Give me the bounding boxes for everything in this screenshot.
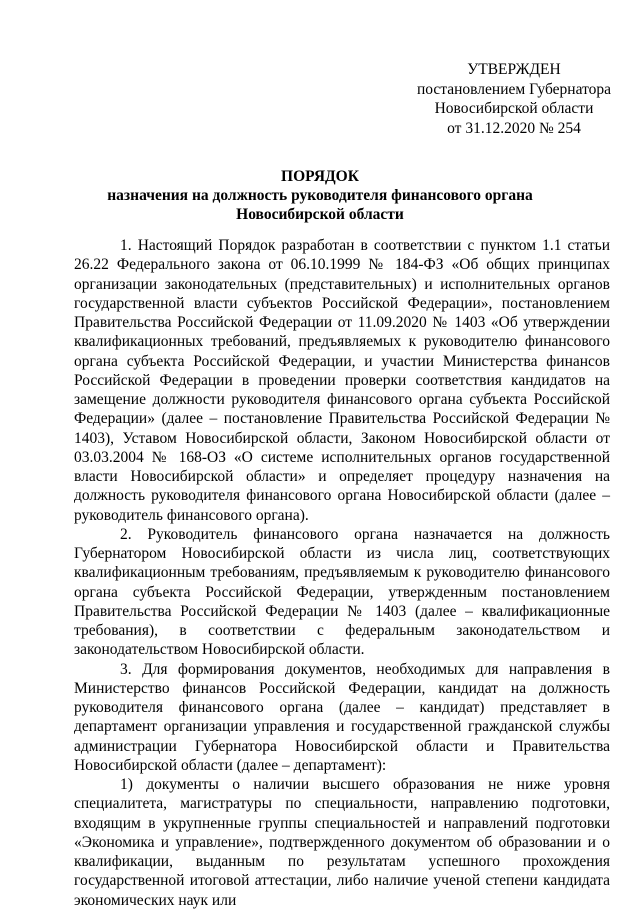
paragraph: 1. Настоящий Порядок разработан в соответствии с пунктом 1.1 статьи 26.22 Федерального закона от 06.10.1999 № 184-ФЗ «Об общих принципах организации законодательных (представительных) и исполнительных органов государственной власти субъектов Российской Федерации», постановлением Правительства Российской Федерации от 11.09.2020 № 1403 «Об утверждении квалификационных требований, предъявляемых к руководителю финансового органа субъекта Российской Федерации, и участии Министерства финансов Российской Федерации в проведении проверки соответствия кандидатов на замещение должности руководителя финансового органа субъекта Российской Федерации» (далее – постановление Правительства Российской Федерации № 1403), Уставом Новосибирской области, Законом Новосибирской области от 03.03.2004 № 168-ОЗ «О системе исполнительных органов государственной власти Новосибирской области» и определяет процедуру назначения на должность руководителя финансового органа Новосибирской области (далее – руководитель финансового органа). <box>74 237 610 524</box>
approval-block <box>392 60 636 138</box>
title-heading: ПОРЯДОК <box>281 168 359 185</box>
paragraph: 1) документы о наличии высшего образования не ниже уровня специалитета, магистратуры по специальности, направлению подготовки, входящим в укрупненные группы специальностей и направлений подготовки «Экономика и управление», подтвержденного документом об образовании и о квалификации, выданным по результатам успешного прохождения государственной итоговой аттестации, либо наличие ученой степени кандидата экономических наук или <box>74 776 610 909</box>
approval-line: от 31.12.2020 № 254 <box>447 119 581 137</box>
approval-line: УТВЕРЖДЕН <box>467 61 561 78</box>
paragraph: 3. Для формирования документов, необходимых для направления в Министерство финансов Российской Федерации, кандидат на должность руководителя финансового органа (далее – кандидат) представляет в департамент организации управления и государственной гражданской службы администрации Губернатора Новосибирской области и Правительства Новосибирской области (далее – департамент): <box>74 660 610 774</box>
paragraph: 2. Руководитель финансового органа назначается на должность Губернатором Новосибирской области из числа лиц, соответствующих квалификационным требованиям, предъявляемым к руководителю финансового органа субъекта Российской Федерации, утвержденным постановлением Правительства Российской Федерации № 1403 (далее – квалификационные требования), в соответствии с федеральным законодательством и законодательством Новосибирской области. <box>74 525 610 659</box>
document-body <box>74 236 610 910</box>
title-subtitle-line: назначения на должность руководителя финансового органа <box>107 187 533 204</box>
title-subtitle-line: Новосибирской области <box>236 206 404 223</box>
document-title <box>40 167 600 224</box>
approval-line: постановлением Губернатора <box>416 80 612 98</box>
approval-line: Новосибирской области <box>434 100 594 117</box>
